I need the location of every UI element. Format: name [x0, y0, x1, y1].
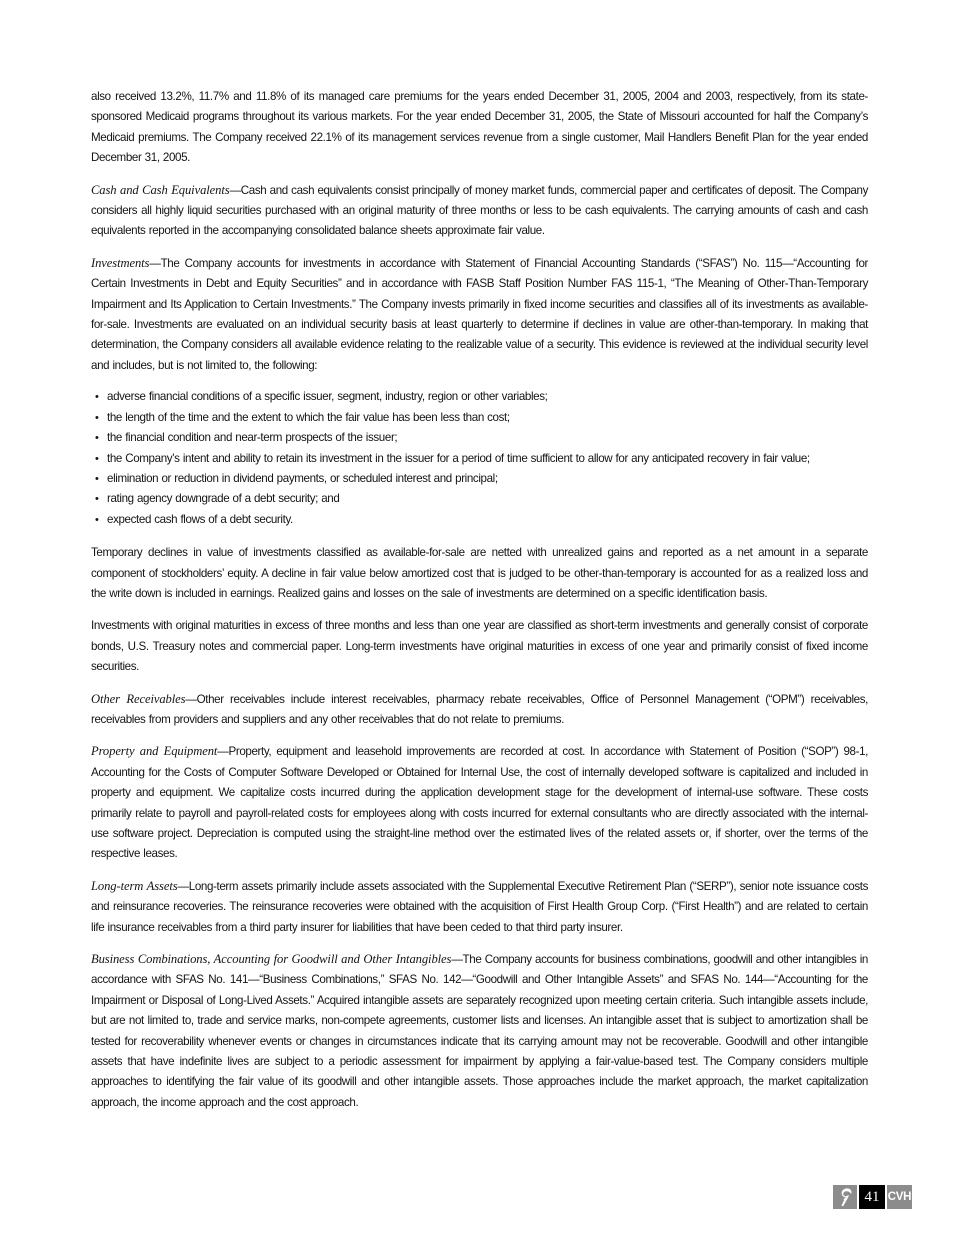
paragraph [91, 253, 868, 376]
paragraph-text: also received 13.2%, 11.7% and 11.8% of its managed care premiums for the years ended December 31, 2005, 2004 and 2003, respectively, from its state-sponsored Medicaid programs throughout its various markets. For the year ended December 31, 2005, the State of Missouri accounted for half the Company’s Medicaid premiums. The Company received 22.1% of its management services revenue from a single customer, Mail Handlers Benefit Plan for the year ended December 31, 2005. [91, 90, 868, 165]
paragraph-text: —The Company accounts for business combinations, goodwill and other intangibles in accordance with SFAS No. 141—“Business Combinations,” SFAS No. 142—“Goodwill and Other Intangible Assets” and SFAS No. 144—“Accounting for the Impairment or Disposal of Long-Lived Assets.” Acquired intangible assets are separately recognized upon meeting certain criteria. Such intangible assets include, but are not limited to, trade and service marks, non-compete agreements, customer lists and licenses. An intangible asset that is subject to amortization shall be tested for recoverability whenever events or changes in circumstances indicate that its carrying amount may not be recoverable. Goodwill and other intangible assets that have indefinite lives are subject to a periodic assessment for impairment by applying a fair-value-based test. The Company considers multiple approaches to identifying the fair value of its goodwill and other intangible assets. Those approaches include the market approach, the market capitalization approach, the income approach and the cost approach. [91, 953, 868, 1109]
bullet-item: • elimination or reduction in dividend payments, or scheduled interest and principal; [91, 469, 868, 489]
bullet-list [91, 387, 868, 530]
coventry-logo [833, 1185, 857, 1209]
paragraph-lead: Property and Equipment [91, 744, 218, 759]
paragraph-text: Investments with original maturities in excess of three months and less than one year are classified as short-term investments and generally consist of corporate bonds, U.S. Treasury notes and commercial paper. Long-term investments have original maturities in excess of one year and primarily consist of fixed income securities. [91, 619, 868, 674]
bullet-item: • rating agency downgrade of a debt security; and [91, 489, 868, 509]
torch-figure-icon [833, 1185, 857, 1209]
bullet-item: • the financial condition and near-term prospects of the issuer; [91, 428, 868, 448]
paragraph [91, 876, 868, 938]
paragraph-text: —The Company accounts for investments in accordance with Statement of Financial Accounting Standards (“SFAS”) No. 115—“Accounting for Certain Investments in Debt and Equity Securities” and in accordance with FASB Staff Position Number FAS 115-1, “The Meaning of Other-Than-Temporary Impairment and Its Application to Certain Investments.” The Company invests primarily in fixed income securities and classifies all of its investments as available-for-sale. Investments are evaluated on an individual security basis at least quarterly to determine if declines in value are other-than-temporary. In making that determination, the Company considers all available evidence relating to the realizable value of a security. This evidence is reviewed at the individual security level and includes, but is not limited to, the following: [91, 256, 868, 372]
page-number-badge: 41 [859, 1185, 885, 1209]
bullet-item: • expected cash flows of a debt security. [91, 510, 868, 530]
paragraph [91, 615, 868, 677]
paragraph [91, 949, 868, 1113]
paragraph [91, 86, 868, 169]
paragraph-text: —Cash and cash equivalents consist principally of money market funds, commercial paper and certificates of deposit. The Company considers all highly liquid securities purchased with an original maturity of three months or less to be cash equivalents. The carrying amounts of cash and cash equivalents reported in the accompanying consolidated balance sheets approximate fair value. [91, 183, 868, 238]
bullet-item: • the Company’s intent and ability to retain its investment in the issuer for a period of time sufficient to allow for any anticipated recovery in fair value; [91, 449, 868, 469]
paragraph [91, 180, 868, 242]
paragraph-lead: Cash and Cash Equivalents [91, 182, 230, 197]
bullet-item: • the length of the time and the extent to which the fair value has been less than cost; [91, 408, 868, 428]
paragraph-text: —Long-term assets primarily include assets associated with the Supplemental Executive Retirement Plan (“SERP”), senior note issuance costs and reinsurance recoveries. The reinsurance recoveries were obtained with the acquisition of First Health Group Corp. (“First Health”) and are related to certain life insurance receivables from a third party insurer for liabilities that have been ceded to that third party insurer. [91, 879, 868, 934]
paragraph [91, 741, 868, 864]
bullet-item: • adverse financial conditions of a specific issuer, segment, industry, region or other variables; [91, 387, 868, 407]
paragraph [91, 689, 868, 731]
paragraph-text: —Other receivables include interest receivables, pharmacy rebate receivables, Office of Personnel Management (“OPM”) receivables, receivables from providers and suppliers and any other receivables that do not relate to premiums. [91, 692, 868, 726]
paragraph-lead: Other Receivables [91, 691, 186, 706]
page-content [91, 0, 868, 1124]
paragraph-lead: Business Combinations, Accounting for Goodwill and Other Intangibles [91, 952, 452, 967]
paragraph-text: —Property, equipment and leasehold improvements are recorded at cost. In accordance with Statement of Position (“SOP”) 98-1, Accounting for the Costs of Computer Software Developed or Obtained for Internal Use, the cost of internally developed software is capitalized and included in property and equipment. We capitalize costs incurred during the application development stage for the development of internal-use software. These costs primarily relate to payroll and payroll-related costs for employees along with costs incurred for external consultants who are directly associated with the internal-use software project. Depreciation is computed using the straight-line method over the estimated lives of the related assets or, if shorter, over the terms of the respective leases. [91, 745, 868, 861]
footer-badge-strip [833, 1185, 912, 1209]
paragraph-lead: Investments [91, 255, 150, 270]
paragraph [91, 542, 868, 604]
paragraph-lead: Long-term Assets [91, 878, 178, 893]
ticker-badge: CVH [887, 1185, 912, 1209]
paragraph-text: Temporary declines in value of investments classified as available-for-sale are netted with unrealized gains and reported as a net amount in a separate component of stockholders’ equity. A decline in fair value below amortized cost that is judged to be other-than-temporary is accounted for as a realized loss and the write down is included in earnings. Realized gains and losses on the sale of investments are determined on a specific identification basis. [91, 546, 868, 600]
